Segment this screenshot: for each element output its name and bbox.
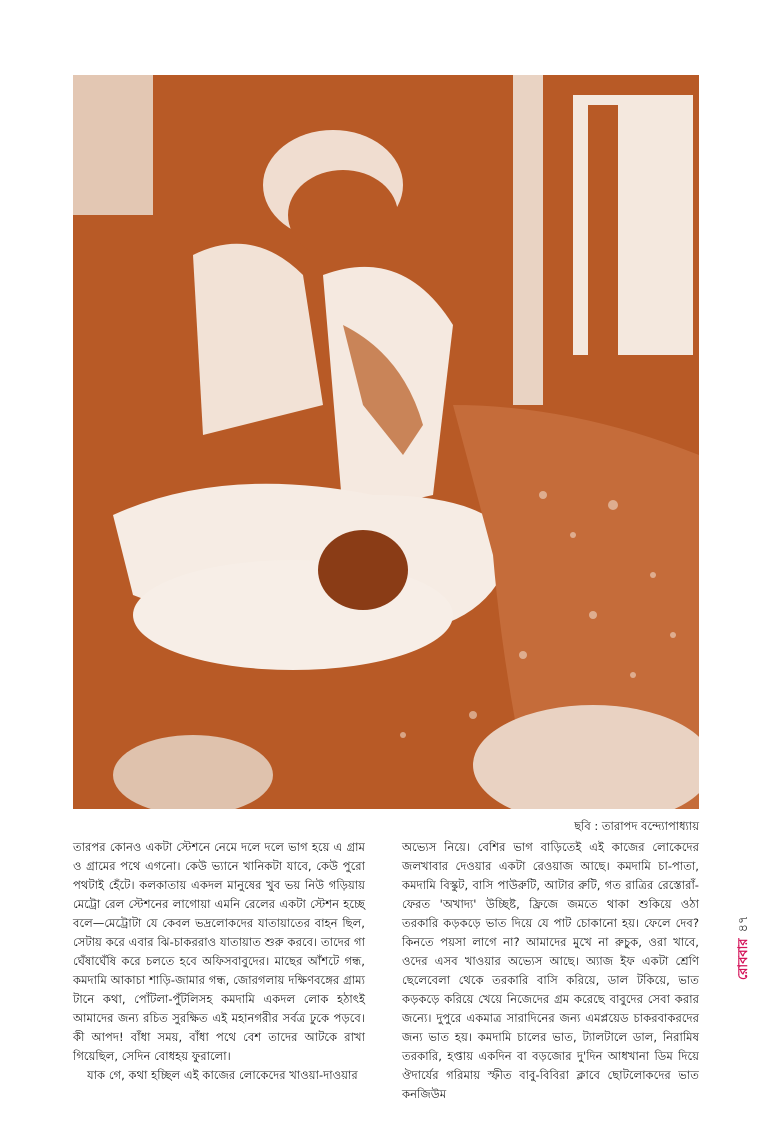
text-column-left: [73, 838, 365, 1085]
text-column-right: [402, 838, 699, 1104]
paragraph: অভ্যেস নিয়ে। বেশির ভাগ বাড়িতেই এই কাজের লোকেদের জলখাবার দেওয়ার একটা রেওয়াজ আছে। কমদামি চা-পাতা, কমদামি বিস্কুট, বাসি পাউরুটি, আটার রুটি, গত রাত্রির রেস্তোরাঁ-ফেরত 'অখাদ্য' উচ্ছিষ্ট, ফ্রিজে জমতে থাকা শুকিয়ে ওঠা তরকারি কড়কড়ে ভাত দিয়ে যে পাট চোকানো হয়। ফেলে দেব? কিনতে পয়সা লাগে না? আমাদের মুখে না রুচুক, ওরা খাবে, ওদের এসব খাওয়ার অভ্যেস আছে। অ্যাজ ইফ একটা শ্রেণি ছেলেবেলা থেকে তরকারি বাসি করিয়ে, ডাল টকিয়ে, ভাত কড়কড়ে করিয়ে খেয়ে নিজেদের গ্রম করেছে বাবুদের সেবা করার জন্যে। দুপুরে একমাত্র সারাদিনের জন্য এমপ্লয়েড চাকরবাকরদের জন্য ভাত হয়। কমদামি চালের ভাত, ট্যালটালে ডাল, নিরামিষ তরকারি, হপ্তায় একদিন বা বড়জোর দু'দিন আধখানা ডিম দিয়ে ঔদার্যের গরিমায় স্ফীত বাবু-বিবিরা ক্লাবে ছোটলোকদের ভাত কনজিউম: [402, 840, 699, 1101]
magazine-page-tab: [734, 916, 755, 980]
page-number: ৪৭: [736, 915, 751, 933]
magazine-name: রোববার: [736, 938, 751, 980]
photo-credit: ছবি : তারাপদ বন্দ্যোপাধ্যায়: [574, 819, 699, 833]
paragraph: তারপর কোনও একটা স্টেশনে নেমে দলে দলে ভাগ হয়ে এ গ্রাম ও গ্রামের পথে এগনো। কেউ ভ্যানে খানিকটা যাবে, কেউ পুরো পথটাই হেঁটে। কলকাতায় একদল মানুষের খুব ভয় নিউ গড়িয়ায় মেট্রো রেল স্টেশনের লাগোয়া এমনি রেলের একটা স্টেশন হচ্ছে বলে—মেট্রোটা যে কেবল ভদ্রলোকদের যাতায়াতের বাহন ছিল, সেটায় করে এবার ঝি-চাকররাও যাতায়াত শুরু করবে। তাদের গা ঘেঁষাঘেঁষি করে চলতে হবে অফিসবাবুদের। মাছের আঁশটে গন্ধ, কমদামি আকাচা শাড়ি-জামার গন্ধ, জোরগলায় দক্ষিণবঙ্গের গ্রাম্য টানে কথা, পোঁটলা-পুঁটলিসহ কমদামি একদল লোক হঠাৎই আমাদের জন্য রচিত সুরক্ষিত এই মহানগরীর সর্বত্র ঢুকে পড়বে। কী আপদ! বাঁধা সময়, বাঁধা পথে বেশ তাদের আটকে রাখা গিয়েছিল, সেদিন বোধহয় ফুরালো।: [73, 840, 365, 1063]
paragraph: যাক গে, কথা হচ্ছিল এই কাজের লোকেদের খাওয়া-দাওয়ার: [87, 1068, 358, 1082]
photo-woman-eating: [73, 75, 699, 809]
main-photo: [73, 75, 699, 809]
